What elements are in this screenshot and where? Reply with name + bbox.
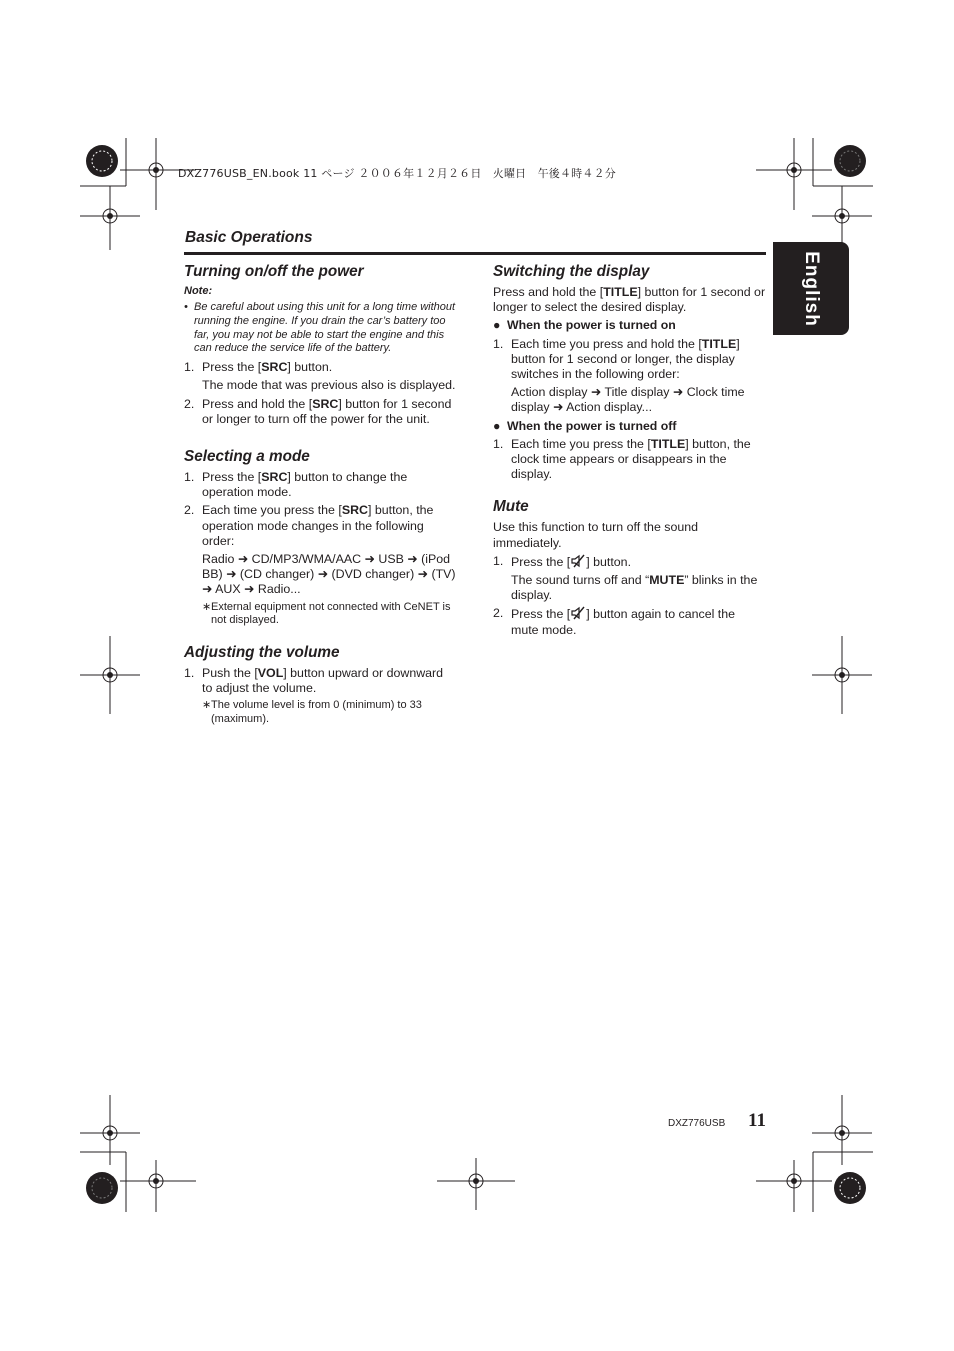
heading-mute: Mute bbox=[493, 498, 529, 516]
src-key: SRC bbox=[261, 470, 288, 484]
display-on-step-1: 1. Each time you press and hold the [TITLE] button for 1 second or longer, the display switches in the following order: bbox=[493, 336, 740, 382]
power-on-label: ● When the power is turned on bbox=[493, 318, 676, 333]
mute-intro: Use this function to turn off the sound immediately. bbox=[493, 520, 699, 550]
heading-display: Switching the display bbox=[493, 263, 650, 280]
heading-power: Turning on/off the power bbox=[184, 263, 364, 280]
section-rule bbox=[184, 252, 766, 255]
power-off-label: ● When the power is turned off bbox=[493, 418, 677, 433]
mute-key: MUTE bbox=[649, 573, 685, 588]
mute-step-1-detail: The sound turns off and “MUTE” blinks in the display. bbox=[511, 573, 758, 603]
heading-volume: Adjusting the volume bbox=[184, 643, 340, 661]
mute-step-1: 1. Press the [ ] button. bbox=[493, 553, 632, 569]
display-off-step-1: 1. Each time you press the [TITLE] button, the clock time appears or disappears in the display. bbox=[493, 436, 751, 482]
power-step-2: 2. Press and hold the [SRC] button for 1 second or longer to turn off the power for the unit. bbox=[184, 396, 452, 426]
mute-speaker-icon bbox=[570, 554, 586, 568]
language-tab bbox=[773, 242, 849, 335]
note-bullet: • bbox=[184, 301, 188, 313]
display-on-order: Action display ➜ Title display ➜ Clock time display ➜ Action display... bbox=[511, 385, 745, 415]
power-step-1: 1. Press the [SRC] button. bbox=[184, 360, 333, 375]
src-key: SRC bbox=[312, 396, 339, 411]
print-info-line: DXZ776USB_EN.book 11 ページ ２００６年１２月２６日 火曜日 午後４時４２分 bbox=[178, 167, 616, 180]
mode-order: Radio ➜ CD/MP3/WMA/AAC ➜ USB ➜ (iPod BB) ➜ (CD changer) ➜ (DVD changer) ➜ (TV) ➜ AUX ➜ Radio... bbox=[202, 552, 456, 597]
src-key: SRC bbox=[261, 360, 288, 375]
mode-step-2: 2. Each time you press the [SRC] button, the operation mode changes in the following order: bbox=[184, 503, 434, 548]
volume-footnote: ∗ The volume level is from 0 (minimum) to 33 (maximum). bbox=[202, 699, 422, 725]
vol-key: VOL bbox=[257, 665, 284, 680]
mute-step-2: 2. Press the [ ] button again to cancel the mute mode. bbox=[493, 606, 736, 637]
mode-step-1: 1. Press the [SRC] button to change the operation mode. bbox=[184, 470, 408, 500]
display-intro: Press and hold the [TITLE] button for 1 second or longer to select the desired display. bbox=[493, 285, 766, 315]
language-tab-label: English bbox=[801, 250, 822, 327]
section-title: Basic Operations bbox=[185, 229, 313, 246]
note-label: Note: bbox=[184, 285, 213, 297]
mode-footnote: ∗ External equipment not connected with CeNET is not displayed. bbox=[202, 600, 451, 627]
mute-speaker-icon bbox=[570, 606, 586, 620]
src-key: SRC bbox=[341, 503, 368, 518]
power-step-1-detail: The mode that was previous also is displayed. bbox=[202, 378, 456, 393]
left-column bbox=[184, 262, 456, 729]
note-text: • Be careful about using this unit for a long time without running the engine. If you drain the car’s battery too far, you may not be able to start the engine and this can reduce the service life of the battery. bbox=[184, 301, 456, 355]
bullet-icon: ● bbox=[493, 318, 501, 333]
title-key: TITLE bbox=[603, 285, 638, 299]
right-column bbox=[493, 262, 766, 641]
volume-step-1: 1. Push the [VOL] button upward or downward to adjust the volume. bbox=[184, 665, 444, 696]
title-key: TITLE bbox=[701, 336, 737, 351]
footer-model: DXZ776USB bbox=[668, 1118, 726, 1129]
title-key: TITLE bbox=[650, 436, 686, 451]
heading-mode: Selecting a mode bbox=[184, 448, 310, 465]
page-number: 11 bbox=[748, 1110, 766, 1131]
bullet-icon: ● bbox=[493, 418, 501, 433]
